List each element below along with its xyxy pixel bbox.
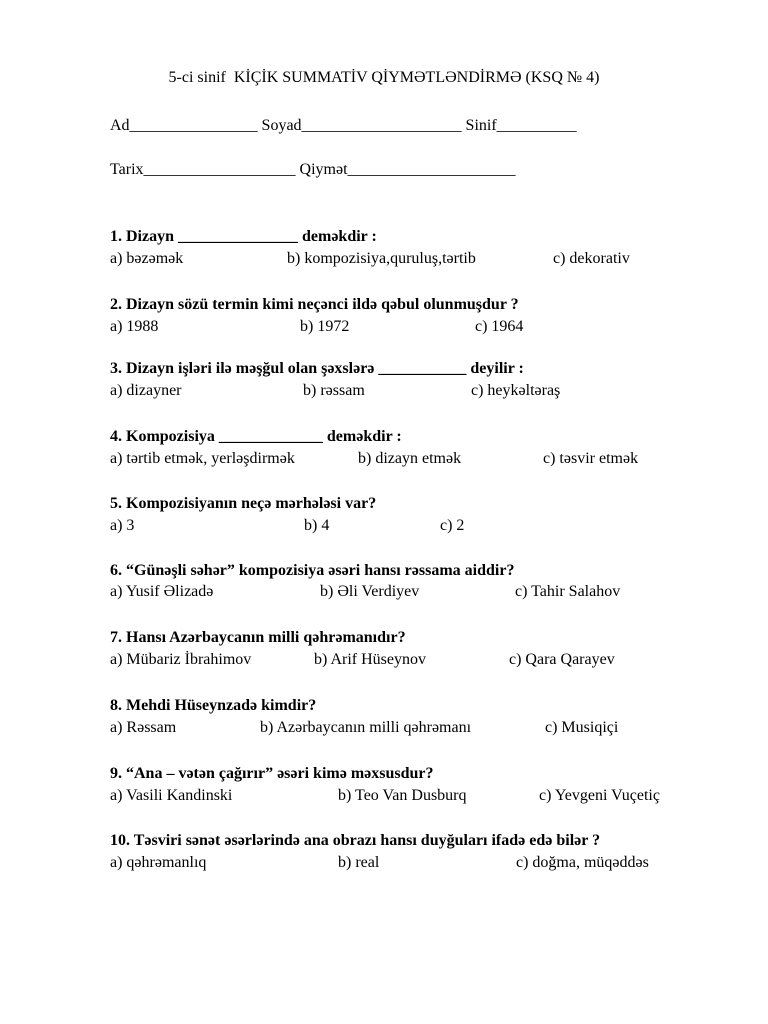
question-6: 6. “Günəşli səhər” kompozisiya əsəri hansı rəssama aiddir?	[110, 562, 515, 579]
q2-option-b: b) 1972	[300, 318, 350, 335]
q2-option-c: c) 1964	[475, 318, 524, 335]
question-5: 5. Kompozisiyanın neçə mərhələsi var?	[110, 495, 377, 512]
name-surname-class-line: Ad________________ Soyad____________________ Sinif__________	[110, 117, 577, 134]
q4-option-c: c) təsvir etmək	[543, 450, 639, 467]
q9-option-a: a) Vasili Kandinski	[110, 787, 233, 804]
q3-option-a: a) dizayner	[110, 382, 182, 399]
question-10: 10. Təsviri sənət əsərlərində ana obrazı hansı duyğuları ifadə edə bilər ?	[110, 832, 601, 849]
question-4: 4. Kompozisiya _____________ deməkdir :	[110, 428, 402, 445]
date-grade-line: Tarix___________________ Qiymət_____________________	[110, 161, 516, 178]
q10-option-a: a) qəhrəmanlıq	[110, 854, 207, 871]
question-1: 1. Dizayn _______________ deməkdir :	[110, 228, 377, 245]
question-3: 3. Dizayn işləri ilə məşğul olan şəxslərə ___________ deyilir :	[110, 360, 524, 377]
worksheet-title: 5-ci sinif KİÇİK SUMMATİV QİYMƏTLƏNDİRMƏ (KSQ № 4)	[168, 69, 600, 86]
q6-option-a: a) Yusif Əlizadə	[110, 583, 214, 600]
question-9: 9. “Ana – vətən çağırır” əsəri kimə məxsusdur?	[110, 765, 434, 782]
q2-option-a: a) 1988	[110, 318, 159, 335]
q5-option-a: a) 3	[110, 517, 135, 534]
q9-option-b: b) Teo Van Dusburq	[338, 787, 467, 804]
q3-option-b: b) rəssam	[303, 382, 365, 399]
q4-option-b: b) dizayn etmək	[358, 450, 462, 467]
q10-option-b: b) real	[338, 854, 380, 871]
q4-option-a: a) tərtib etmək, yerləşdirmək	[110, 450, 295, 467]
q1-option-b: b) kompozisiya,quruluş,tərtib	[287, 250, 476, 267]
q8-option-b: b) Azərbaycanın milli qəhrəmanı	[260, 719, 472, 736]
q8-option-c: c) Musiqiçi	[545, 719, 619, 736]
q7-option-a: a) Mübariz İbrahimov	[110, 651, 252, 668]
question-8: 8. Mehdi Hüseynzadə kimdir?	[110, 697, 317, 714]
q5-option-c: c) 2	[440, 517, 465, 534]
question-7: 7. Hansı Azərbaycanın milli qəhrəmanıdır?	[110, 629, 406, 646]
q7-option-c: c) Qara Qarayev	[509, 651, 615, 668]
q1-option-a: a) bəzəmək	[110, 250, 184, 267]
q5-option-b: b) 4	[304, 517, 330, 534]
q8-option-a: a) Rəssam	[110, 719, 177, 736]
question-2: 2. Dizayn sözü termin kimi neçənci ildə qəbul olunmuşdur ?	[110, 296, 519, 313]
q1-option-c: c) dekorativ	[553, 250, 630, 267]
q3-option-c: c) heykəltəraş	[471, 382, 561, 399]
q10-option-c: c) doğma, müqəddəs	[516, 854, 649, 871]
q6-option-c: c) Tahir Salahov	[515, 583, 621, 600]
q9-option-c: c) Yevgeni Vuçetiç	[539, 787, 660, 804]
q6-option-b: b) Əli Verdiyev	[320, 583, 420, 600]
q7-option-b: b) Arif Hüseynov	[314, 651, 426, 668]
